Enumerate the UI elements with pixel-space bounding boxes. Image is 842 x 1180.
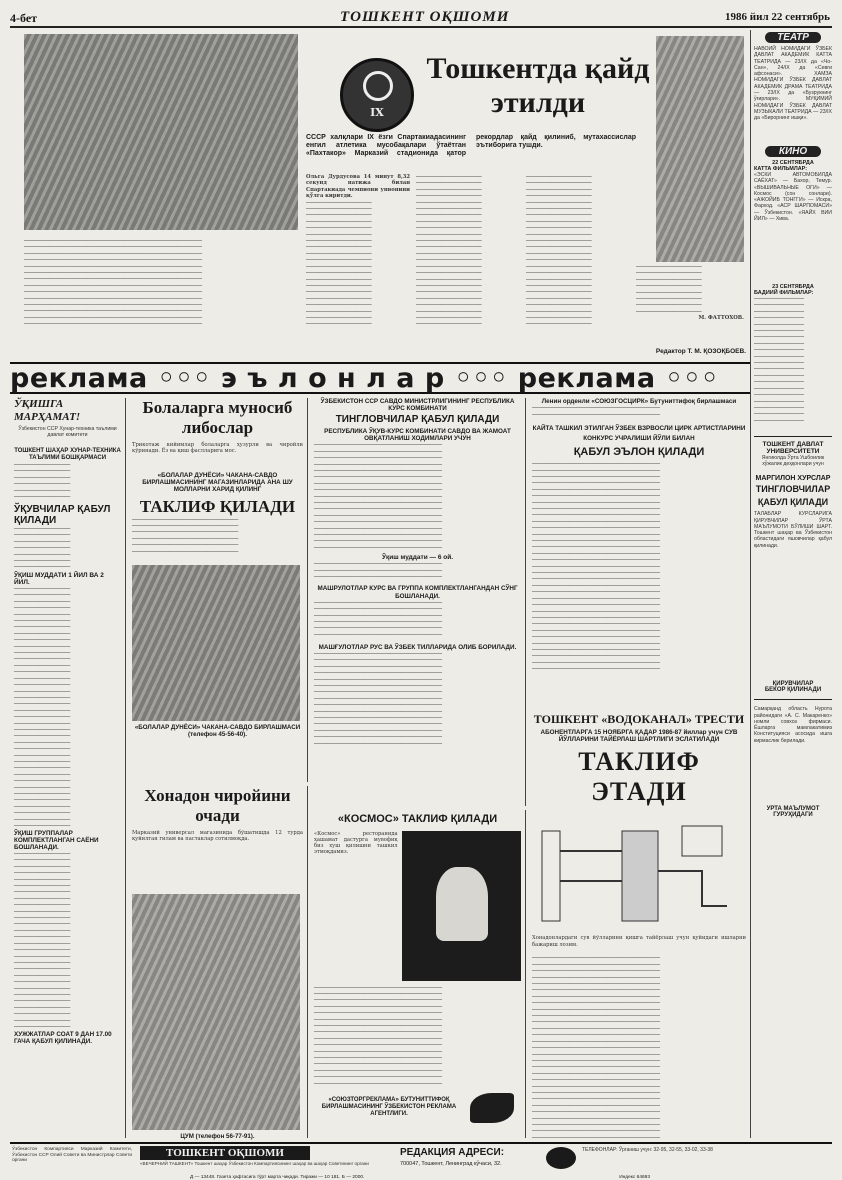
trade-courses-text-3: ───────────────────────────────────────── ───────────────────────────────────────── ───────────────────────────────────────── ───────────────────────────────────────── ───────────────────────────────────────── ─────────────────────────────────────────	[314, 599, 443, 638]
cosmos-dessert-photo	[402, 831, 521, 981]
article-author: М. ФАТТОХОВ.	[698, 315, 744, 322]
trade-courses-title: ТИНГЛОВЧИЛАР ҚАБУЛ ҚИЛАДИ	[335, 414, 500, 426]
paper-name: ТОШКЕНТ ОҚШОМИ	[340, 9, 510, 25]
vodokanal-invite: ТАКЛИФ ЭТАДИ	[578, 747, 700, 807]
theatre-listing: НАВОИЙ НОМИДАГИ ЎЗБЕК ДАВЛАТ АКАДЕМИК КАТТА ТЕАТРИДА — 23/IX да «Чо-Сан», 24/IX да «Севги афсонаси». ХАМЗА НОМИДАГИ ЎЗБЕК ДАВЛАТ АКАДЕМИК ДРАМА ТЕАТРИДА — 23/IX да «Бузрукнинг ўғирлари». МУҚИМИЙ НОМИДАГИ ЎЗБЕК ДАВЛАТ МУЗЫКАЛИ ТЕАТРИДА — 23/IX да «Бирорнинг ишқи».	[754, 46, 832, 122]
footer-organ: Ўзбекистон Компартияси Марказий Комитети, Ўзбекистон ССР Олий Совети ва Министрлар Совети органи	[12, 1147, 132, 1164]
ads-banner-text: реклама ◦◦◦ э ъ л о н л а р ◦◦◦ реклама ◦◦◦	[10, 363, 719, 394]
lead-text: СССР халқлари IX ёзги Спартакиадасининг енгил атлетика мусобақалари ўтаётган «Пахтакор» Марказий стадионида қатор рекордлар қайд қилиниб, мутахассислар эътиборига тушди.	[306, 134, 636, 157]
water-pipe-diagram	[532, 811, 742, 931]
children-clothes-title: Болаларга муносиб либослар	[142, 398, 293, 437]
imprint-index: Индекс 64693	[619, 1175, 650, 1180]
vocational-title: ЎҚУВЧИЛАР ҚАБУЛ ҚИЛАДИ	[14, 504, 111, 526]
vodokanal-title: ТОШКЕНТ «ВОДОКАНАЛ» ТРЕСТИ	[533, 712, 745, 726]
trade-courses-text-1: ───────────────────────────────────────── ───────────────────────────────────────── ───────────────────────────────────────── ───────────────────────────────────────── ───────────────────────────────────────── ───────────────────────────────────────── ───────────────────────────────────────── ───────────────────────────────────────── ───────────────────────────────────────── ───────────────────────────────────────── ───────────────────────────────────────── ───────────────────────────────────────── ───────────────────────────────────────── ───────────────────────────────────────── ───────────────────────────────────────── ───────────────────────────────────────── ─────────────────────────────────────────	[314, 442, 443, 551]
vocational-documents: ХУЖЖАТЛАР СОАТ 9 ДАН 17.00 ГАЧА ҚАБУЛ ҚИЛИНАДИ.	[14, 1031, 112, 1045]
kino-listing-1: «ЭСКИ АВТОМОБИЛДА САЁХАТ» — Бахор, Темур. «ВЫШИВАЛЬНЫЕ ОГИ» — Космос (сон сонлари). «АЖОЙИБ ТОНГГИ» — Искра, Фарход. «АСР ШАРПОМАСИ» — Ўзбекистон. «ЯАЙХ ВИИ ЙИЛ» — Хива.	[754, 172, 832, 223]
sidebar-extra-sign: УРТА МАЪЛУМОТ ГУРУҲИДАГИ	[766, 806, 820, 819]
header-rule	[10, 26, 832, 28]
footer-logo-sub: «ВЕЧЕРНИЙ ТАШКЕНТ» Тошкент шаҳар Ўзбекистон Компартиясининг шаҳар ва шаҳар Советининг органи	[140, 1161, 369, 1166]
vocational-groups: ЎҚИШ ГРУППАЛАР КОМПЛЕКТЛАНГАН САЁНИ БОШЛАНАДИ.	[14, 830, 99, 851]
sport-article-intro: Ольга Дурдусова 14 минут 8,32 секунд натижа билан Спартакиада чемпиони унвонини қўлга киритди.	[306, 174, 410, 200]
circus-text-1: ───────────────────────────────────────── ─────────────────────────────────────────	[532, 405, 661, 418]
carpets-title: Хонадон чиройини очади	[144, 786, 291, 825]
kino-heading: КИНО	[765, 146, 821, 157]
university-title: ТОШКЕНТ ДАВЛАТ УНИВЕРСИТЕТИ	[762, 441, 824, 455]
ad-cosmos	[314, 810, 526, 1138]
children-clothes-stores: «БОЛАЛАР ДУНЁСИ» ЧАКАНА-САВДО БИРЛАШМАСИНИНГ МАГАЗИНЛАРИДА АНА ШУ МОЛЛАРНИ ХАРИД ҚИЛИНГ	[142, 472, 293, 494]
vocational-sub: Ўзбекистон ССР Хунар-техника таълими давлат комитети	[18, 426, 117, 439]
footer	[10, 1142, 832, 1173]
editor-line: Редактор Т. М. ҚОЗОҚБОЕВ.	[655, 348, 746, 355]
ad-vocational-school	[14, 398, 126, 1138]
runners-photo	[24, 34, 298, 230]
cosmos-text: ───────────────────────────────────────── ───────────────────────────────────────── ───────────────────────────────────────── ───────────────────────────────────────── ───────────────────────────────────────── ───────────────────────────────────────── ───────────────────────────────────────── ───────────────────────────────────────── ───────────────────────────────────────── ───────────────────────────────────────── ───────────────────────────────────────── ───────────────────────────────────────── ───────────────────────────────────────── ───────────────────────────────────────── ───────────────────────────────────────── ─────────────────────────────────────────	[314, 984, 443, 1087]
university-sign-1: ҚИРУВЧИЛАР	[772, 681, 814, 688]
imprint-line	[190, 1175, 650, 1180]
vocational-text-1: ────────────────── ────────────────── ────────────────── ────────────────── ────────────────── ──────────────────	[14, 462, 71, 501]
university-subtitle: Янгиюлда Ўрта Ушбоилик хўжалик деҳқонлари учун	[761, 455, 825, 468]
main-headline: Тошкентда қайд этилди	[426, 52, 650, 119]
ads-banner	[10, 362, 750, 394]
high-jumper-photo	[656, 36, 744, 262]
carpets-body: Марказий универсал магазинида бўшатишда 12 турда қуйилган гилам ва пастаклар сотилмоқда.	[132, 830, 303, 843]
lead-paragraph	[306, 134, 636, 166]
theatre-heading: ТЕАТР	[765, 32, 821, 43]
ad-trade-courses	[314, 398, 526, 806]
vocational-duration: ЎҚИШ МУДДАТИ 1 ЙИЛ ВА 2 ЙИЛ.	[14, 572, 104, 586]
children-photo	[132, 565, 300, 721]
runners-text: ───────────────────────────────────────────────────────── ───────────────────────────────────────────────────────── ───────────────────────────────────────────────────────── ───────────────────────────────────────────────────────── ───────────────────────────────────────────────────────── ───────────────────────────────────────────────────────── ───────────────────────────────────────────────────────── ───────────────────────────────────────────────────────── ───────────────────────────────────────────────────────── ───────────────────────────────────────────────────────── ───────────────────────────────────────────────────────── ───────────────────────────────────────────────────────── ───────────────────────────────────────────────────────── ─────────────────────────────────────────────────────────	[24, 238, 203, 328]
circus-title: ҚАБУЛ ЭЪЛОН ҚИЛАДИ	[573, 445, 705, 458]
carpets-caption: ЦУМ (телефон 56-77-91).	[180, 1133, 255, 1140]
children-clothes-caption: «БОЛАЛАР ДУНЁСИ» ЧАКАНА-САВДО БИРЛАШМАСИ (телефон 45-56-40).	[134, 723, 301, 738]
vocational-invite: ЎҚИШГА МАРҲАМАТ!	[14, 398, 81, 423]
kino-category-1: КАТТА ФИЛЬМЛАР:	[754, 166, 808, 172]
sport-article-col1: Ольга Дурдусова 14 минут 8,32 секунд натижа билан Спартакиада чемпиони унвонини қўлга киритди. ───────────────────── ───────────────────── ───────────────────── ───────────────────── ───────────────────── ───────────────────── ───────────────────── ───────────────────── ───────────────────── ───────────────────── ───────────────────── ───────────────────── ───────────────────── ───────────────────── ───────────────────── ───────────────────── ───────────────────── ───────────────────── ───────────────────── ─────────────────────	[306, 174, 410, 328]
agency-name: «СОЮЗТОРГРЕКЛАМА» БУТУНИТТИФОҚ БИРЛАШМАСИНИНГ ЎЗБЕКИСТОН РЕКЛАМА АГЕНТЛИГИ.	[321, 1097, 457, 1118]
ad-children-clothes	[132, 398, 308, 782]
sport-article-col4: ───────────────────── ───────────────────── ───────────────────── ───────────────────── ───────────────────── ───────────────────── ───────────────────── ───────────────────── М. ФАТТОХОВ.	[636, 264, 744, 322]
page-number: 4-бет	[10, 11, 38, 25]
trade-courses-duration: Ўқиш муддати — 6 ой.	[381, 554, 454, 562]
trade-courses-ministry: ЎЗБЕКИСТОН ССР САВДО МИНИСТРЛИГИНИНГ РЕСПУБЛИКА КУРС КОМБИНАТИ	[320, 398, 515, 413]
kino-date-2: 23 СЕНТЯБРДА	[772, 284, 814, 290]
circus-text-2: ───────────────────────────────────────── ───────────────────────────────────────── ───────────────────────────────────────── ───────────────────────────────────────── ───────────────────────────────────────── ───────────────────────────────────────── ───────────────────────────────────────── ───────────────────────────────────────── ───────────────────────────────────────── ───────────────────────────────────────── ───────────────────────────────────────── ───────────────────────────────────────── ───────────────────────────────────────── ───────────────────────────────────────── ───────────────────────────────────────── ───────────────────────────────────────── ───────────────────────────────────────── ───────────────────────────────────────── ───────────────────────────────────────── ───────────────────────────────────────── ───────────────────────────────────────── ───────────────────────────────────────── ───────────────────────────────────────── ───────────────────────────────────────── ───────────────────────────────────────── ───────────────────────────────────────── ───────────────────────────────────────── ───────────────────────────────────────── ───────────────────────────────────────── ───────────────────────────────────────── ───────────────────────────────────────── ───────────────────────────────────────── ─────────────────────────────────────────	[532, 461, 661, 673]
sidebar-extra-text: Самарқанд область Нурота районидаги «А. С. Макаренко» номли совхоз фирмаси. Ёшларга мамлакатимиз Конституцияси асосида ишга кирмаслик берилади.	[754, 706, 832, 744]
emblem-text: IX	[370, 106, 384, 119]
vodokanal-text: ───────────────────────────────────────── ───────────────────────────────────────── ───────────────────────────────────────── ───────────────────────────────────────── ───────────────────────────────────────── ───────────────────────────────────────── ───────────────────────────────────────── ───────────────────────────────────────── ───────────────────────────────────────── ───────────────────────────────────────── ───────────────────────────────────────── ───────────────────────────────────────── ───────────────────────────────────────── ───────────────────────────────────────── ───────────────────────────────────────── ───────────────────────────────────────── ───────────────────────────────────────── ───────────────────────────────────────── ───────────────────────────────────────── ───────────────────────────────────────── ───────────────────────────────────────── ───────────────────────────────────────── ───────────────────────────────────────── ───────────────────────────────────────── ───────────────────────────────────────── ───────────────────────────────────────── ───────────────────────────────────────── ───────────────────────────────────────── ───────────────────────────────────────── ─────────────────────────────────────────	[532, 955, 661, 1148]
circus-org: Ленин орденли «СОЮЗГОСЦИРК» Бутуниттифоқ бирлашмаси	[541, 398, 737, 405]
vocational-head: ТОШКЕНТ ШАҲАР ХУНАР-ТЕХНИКА ТАЪЛИМИ БОШҚАРМАСИ	[14, 448, 121, 461]
spartakiad-emblem	[340, 58, 414, 132]
children-clothes-body: Трикотаж кийимлар болаларга ҳузурли ва чиройли кўринади. Ёз ва қиш фаслларига мос.	[132, 442, 303, 455]
university-line-2: ТИНГЛОВЧИЛАР	[755, 484, 831, 495]
kino-date-1: 22 СЕНТЯБРДА	[772, 160, 814, 166]
footer-address: 700047, Тошкент, Ленинград кўчаси, 32.	[400, 1161, 502, 1167]
kino-listing-2: ──────────────── ──────────────── ──────────────── ──────────────── ──────────────── ──────────────── ──────────────── ──────────────── ──────────────── ──────────────── ──────────────── ──────────────── ──────────────── ──────────────── ──────────────── ──────────────── ──────────────── ──────────────── ──────────────── ────────────────	[754, 296, 804, 424]
footer-logo: ТОШКЕНТ ОҚШОМИ	[140, 1146, 310, 1160]
agency-logo-icon	[470, 1093, 514, 1123]
cosmos-title: «КОСМОС» ТАКЛИФ ҚИЛАДИ	[337, 813, 498, 825]
footer-phones: ТЕЛЕФОНЛАР: Ўрганиш учун: 32-95, 32-55, 33-02, 33-38	[582, 1147, 713, 1153]
university-sign-2: БЕКОР ҚИЛИНАДИ	[764, 687, 822, 694]
carpets-photo	[132, 894, 300, 1130]
trade-courses-text-4: ───────────────────────────────────────── ───────────────────────────────────────── ───────────────────────────────────────── ───────────────────────────────────────── ───────────────────────────────────────── ───────────────────────────────────────── ───────────────────────────────────────── ───────────────────────────────────────── ───────────────────────────────────────── ───────────────────────────────────────── ───────────────────────────────────────── ───────────────────────────────────────── ───────────────────────────────────────── ───────────────────────────────────────── ─────────────────────────────────────────	[314, 650, 443, 747]
sidebar-divider	[750, 30, 751, 1138]
children-clothes-invite: ТАКЛИФ ҚИЛАДИ	[139, 496, 296, 516]
circus-sub-2: КОНКУРС УЧРАЛИШИ ЙЎЛИ БИЛАН	[583, 435, 695, 443]
trade-courses-sub: РЕСПУБЛИКА ЎҚУВ-КУРС КОМБИНАТИ САВДО ВА ЖАМОАТ ОВҚАТЛАНИШ ХОДИМЛАРИ УЧУН	[324, 427, 511, 443]
ad-vodokanal	[532, 712, 746, 1148]
vodokanal-sub: АБОНЕНТЛАРГА 15 НОЯБРГА ҚАДАР 1986-87 йиллар учун СУВ ЙЎЛЛАРИНИ ТАЙЁРЛАШ ШАРТЛИГИ ЭСЛАТИЛАДИ	[540, 729, 738, 744]
ad-circus	[532, 398, 746, 710]
sport-article-col2: ───────────────────── ───────────────────── ───────────────────── ───────────────────── ───────────────────── ───────────────────── ───────────────────── ───────────────────── ───────────────────── ───────────────────── ───────────────────── ───────────────────── ───────────────────── ───────────────────── ───────────────────── ───────────────────── ───────────────────── ───────────────────── ───────────────────── ───────────────────── ───────────────────── ───────────────────── ───────────────────── ─────────────────────	[416, 174, 482, 328]
university-line-1: МАРГИЛОН ХУРСЛАР	[755, 475, 831, 482]
footer-phone-icon	[546, 1147, 576, 1169]
university-text: ТАЛАБЛАР КУРСЛАРИГА ҚИРУВЧИЛАР ЎРТА МАЪЛУМОТИ БЎЛИШИ ШАРТ. Тошкент шаҳар ва Ўзбекистон областидаги яшовчилар қабул қилинади.	[754, 511, 832, 549]
children-clothes-text: ────────────────────────────────── ────────────────────────────────── ────────────────────────────────── ────────────────────────────────── ────────────────────────────────── ──────────────────────────────────	[132, 516, 239, 555]
page-header	[10, 6, 832, 28]
vodokanal-body: Хонадонлардаги сув йўлларини қишга тайёрлаш учун қуйидаги ишларни бажариш лозим.	[532, 935, 746, 948]
sport-article-col3: ───────────────────── ───────────────────── ───────────────────── ───────────────────── ───────────────────── ───────────────────── ───────────────────── ───────────────────── ───────────────────── ───────────────────── ───────────────────── ───────────────────── ───────────────────── ───────────────────── ───────────────────── ───────────────────── ───────────────────── ───────────────────── ───────────────────── ───────────────────── ───────────────────── ───────────────────── ───────────────────── ─────────────────────	[526, 174, 592, 328]
circus-sub: КАЙТА ТАШКИЛ ЭТИЛГАН ЎЗБЕК ВЗРВОСЛИ ЦИРК АРТИСТЛАРИНИ	[532, 425, 746, 433]
trade-courses-text-2: ───────────────────────────────────────── ───────────────────────────────────────── ─────────────────────────────────────────	[314, 561, 443, 581]
university-line-3: ҚАБУЛ ҚИЛАДИ	[757, 496, 829, 507]
trade-courses-groups: МАШРУЛОТЛАР КУРС ВА ГРУППА КОМПЛЕКТЛАНГАНДАН СЎНГ БОШЛАНАДИ.	[317, 585, 518, 600]
footer-address-label: РЕДАКЦИЯ АДРЕСИ:	[400, 1147, 505, 1158]
vocational-text-4: ────────────────── ────────────────── ────────────────── ────────────────── ────────────────── ────────────────── ────────────────── ────────────────── ────────────────── ────────────────── ────────────────── ────────────────── ────────────────── ────────────────── ────────────────── ────────────────── ────────────────── ────────────────── ────────────────── ────────────────── ────────────────── ────────────────── ────────────────── ────────────────── ────────────────── ────────────────── ────────────────── ──────────────────	[14, 851, 71, 1030]
imprint-text: Д — 13448. Газета ҳафтасига тўрт марта чиқади. Тиражи — 10 181. Б — 2000.	[190, 1175, 365, 1180]
kino-category-2: БАДИИЙ ФИЛЬМЛАР:	[754, 290, 814, 296]
sidebar	[754, 30, 832, 1138]
cosmos-body: «Космос» ресторанида ҳашамат дастурга мувофиқ биз хуш қилишни ташкил этмоқдамиз.	[314, 830, 398, 856]
trade-courses-languages: МАШҒУЛОТЛАР РУС ВА ЎЗБЕК ТИЛЛАРИДА ОЛИБ БОРИЛАДИ.	[318, 643, 517, 651]
vocational-text-3: ────────────────── ────────────────── ────────────────── ────────────────── ────────────────── ────────────────── ────────────────── ────────────────── ────────────────── ────────────────── ────────────────── ────────────────── ────────────────── ────────────────── ────────────────── ────────────────── ────────────────── ────────────────── ────────────────── ────────────────── ────────────────── ────────────────── ────────────────── ────────────────── ────────────────── ────────────────── ────────────────── ────────────────── ────────────────── ────────────────── ────────────────── ────────────────── ────────────────── ────────────────── ────────────────── ────────────────── ────────────────── ──────────────────	[14, 586, 71, 830]
issue-date: 1986 йил 22 сентябрь	[725, 11, 830, 23]
vocational-text-2: ────────────────── ────────────────── ────────────────── ────────────────── ────────────────── ────────────────── ──────────────────	[14, 526, 71, 571]
newspaper-page	[10, 6, 832, 1180]
ad-carpets	[132, 786, 308, 1138]
